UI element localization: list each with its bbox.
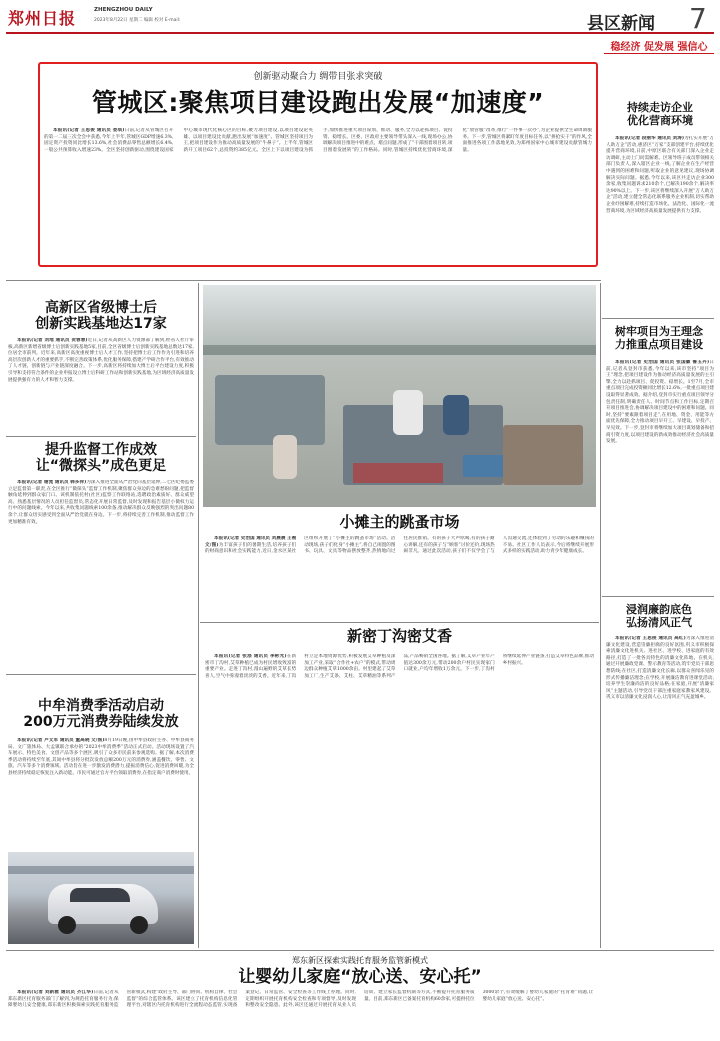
right-top-headline: 持续走访企业 优化营商环境 <box>627 101 693 127</box>
left-mid-body: 本报讯(记者 刘地 通讯员 贺蓉蓉)近日,记者从高新区人力资源部了解到,经省人社厅审核,高新区新增省级博士后创新实践基地5家,目前,全区省级博士后创新实践基地总数达17家,位居全市前列。近年来,高新区高度重视博士后人才工作,坚持把博士后工作作为引进和培养高层次创新人才的重要抓手,不断完善政策体系,优化服务保障,搭建产学研合作平台,有效推动了人才链、创新链与产业链深度融合。下一步,高新区将持续加大博士后平台建设力度,积极引导和支持符合条件的企业申报设立博士后科研工作站和创新实践基地,为区域经济高质量发展提供强有力的人才和智力支撑。 <box>8 338 194 383</box>
right-bottom-headline: 浸润廉韵底色 弘扬清风正气 <box>626 603 692 629</box>
center-photo-body: 本报讯(记者 史治国 通讯员 刘晨晨 王袖 文/图)为丰富孩子们的暑期生活,培养孩子们的财商意识和社会实践能力,近日,金水区某社区组织开展了“小摊主的跳蚤市场”活动。活动现场,孩子们化身“小摊主”,将自己闲置的图书、玩具、文具等物品摆放整齐,热情地向过往居民推销。有的孩子大声吆喝,有的孩子耐心讲解,还有的孩子与“顾客”讨价还价,现场热闹非凡。通过此次活动,孩子们不仅学会了与人沟通交流,还体验到了劳动的乐趣和赚钱的不易。社区工作人员表示,今后将继续开展形式多样的实践活动,助力青少年健康成长。 <box>205 536 594 555</box>
right-mid-headline: 树牢项目为王理念 力推重点项目建设 <box>615 325 703 351</box>
page-number: 7 <box>689 2 707 35</box>
left-bottom-headline: 中牟消费季活动启动 200万元消费券陆续发放 <box>23 698 179 731</box>
lead-headline: 管城区:聚焦项目建设跑出发展“加速度” <box>91 88 545 117</box>
lead-kicker: 创新驱动聚合力 绸带目张求突破 <box>253 72 383 82</box>
car-expo-photo <box>8 852 194 944</box>
lead-body <box>44 128 592 262</box>
left-mid2-headline: 提升监督工作成效 让“微探头”成色更足 <box>35 442 167 475</box>
center-photo-headline: 小摊主的跳蚤市场 <box>339 513 460 531</box>
date-line: 2023年8月22日 星期二 编辑 校对 E-mail: <box>94 18 181 23</box>
right-mid-body: 本报讯(记者 史治国 通讯员 张国徽 鲁玉卉)日前,记者从登封市获悉,今年以来,该市坚持“项目为王”理念,把项目建设作为推动经济高质量发展的主引擎,全力以赴抓项目、促投资、稳增长。1至7月,全市重点项目完成投资额同比增长12.6%,一批重点项目建设取得显著成效。据介绍,登封市实行重点项目领导分包责任制,明确责任人、时间节点和工作目标,定期召开项目推进会,协调解决项目建设中的困难和问题。同时,坚持“要素跟着项目走”,在用地、资金、用能等方面优先保障,全力推动项目早开工、早建设、早投产、早见效。下一步,登封市将继续加大项目谋划储备和招商引资力度,以项目建设的新成效推动经济社会高质量发展。 <box>606 360 714 445</box>
center-bottom-headline: 新密丁沟密艾香 <box>346 627 452 645</box>
bottom-kicker: 郑东新区探索实践托育服务监管新模式 <box>292 956 428 965</box>
right-banner: 稳经济 促发展 强信心 <box>610 42 708 53</box>
newspaper-english-name: ZHENGZHOU DAILY <box>94 7 153 13</box>
left-bottom-body: 本报讯(记者 卢文军 通讯员 董高晓 文/图)8月19日晚,由中牟县政府主办、中牟县商务局、文广旅体局、大孟镇联合承办的“2023中牟消费季”活动正式启动。活动现场设置了汽车展示、特色美食、文创产品等多个展区,吸引了众多市民前来参观选购。据了解,本次消费季活动将持续至年底,其间中牟县将分批次发放总额200万元的消费券,涵盖餐饮、零售、文旅、汽车等多个消费领域。活动旨在进一步激发消费潜力,提振消费信心,促进消费回暖,为全县经济持续稳定恢复注入新动能。市民可通过官方平台领取消费券,在指定商户消费时使用。 <box>8 738 194 776</box>
flea-market-photo <box>203 285 596 507</box>
left-mid2-body: 本报讯(记者 谢流 通讯员 韩多萍)为深入推进全面从严治党向基层延伸,二七区纪委监委立足监督第一职责,在全区推行“微探头”监督工作机制,聚焦群众身边的急难愁盼问题,把监督触角延伸到群众家门口。该机制依托村(社区)监察工作联络站,选聘政治素质好、群众威望高、熟悉基层情况的人员担任监督员,常态化开展日常监督,及时发现和报告基层小微权力运行中的问题线索。今年以来,共收集问题线索100余条,推动解决群众反映强烈的突出问题80余个,让群众切实感受到全面从严治党就在身边。下一步,将持续完善工作机制,推动监督工作更加精准有效。 <box>8 480 194 525</box>
left-mid-headline: 高新区省级博士后 创新实践基地达17家 <box>35 300 167 333</box>
lead-text: 日前,记者从管城区召开的第一二届三次全会中获悉,今年上半年,管城区GDP增速6.3%,固定资产投资同比增长13.6%,社会消费品零售总额增长6.4%,一般公共预算收入增速23%。全区坚持创新驱动,围绕建设国家中心城市现代化核心区的目标,聚力项目建设,以项目建设论英雄、以项目建设比贡献,跑出发展“加速度”。管城区坚持项目为王,把项目建设作为推动高质量发展的“牛鼻子”。上半年,管城区新开工项目62个,总投资约385亿元。全区上下以项目建设为抓手,加快推进重大项目谋划、推动、服务,全力以赴抓项目、促投资、稳增长。区委、区政府主要领导带头深入一线,现场办公,协调解决项目推进中的难点、堵点问题,形成了“干部围着项目转,项目围着发展转”的工作格局。同时,管城区持续优化营商环境,深化“放管服”改革,推行“一件事一次办”,为企业提供全生命周期服务。下一步,管城区将紧盯年度目标任务,以“拼抢实干”的作风,全面推进各项工作落地见效,为郑州国家中心城市建设贡献管城力量。 <box>44 128 592 153</box>
lead-byline: 本报讯(记者 王思俊 通讯员 娄琪) <box>53 128 125 133</box>
section-title: 县区新闻 <box>587 14 655 34</box>
right-top-body: 本报讯(记者 段丽华 通讯员 刘涛)为扎实开展“万人助万企”活动,惠济区“万家”支部创建平台,持续优化提升营商环境,日前,中原区联合有关部门深入企业走访调研,主动上门问需解难。区领导班子成员带领相关部门负责人,深入辖区企业一线,了解企业在生产经营中遇到的困难和问题,听取企业的意见建议,现场协调解决实际问题。据悉,今年以来,该区共走访企业300余家,收集问题诉求210余个,已解决190余个,解决率达90%以上。下一步,该区将继续深入开展“万人助万企”活动,建立健全常态化联系服务企业机制,切实帮助企业纾困解难,持续打造市场化、法治化、国际化一流营商环境,为区域经济高质量发展提供有力支撑。 <box>606 136 714 214</box>
masthead <box>6 4 714 34</box>
center-bottom-body: 本报讯(记者 张涤 通讯员 李彬光)在新密市丁沟村,艾草种植已成为村民增收致富的重要产业。走进丁沟村,漫山遍野的艾草长势喜人,空气中弥漫着淡淡的艾香。近年来,丁沟村立足本地资源优势,积极发展艾草种植及深加工产业,采取“合作社+农户”的模式,带动周边群众种植艾草1000余亩。村里建起了艾草加工厂,生产艾条、艾柱、艾草精油等系列产品,产品畅销全国各地。据了解,艾草产业年产值达300余万元,带动200余户村民实现家门口就业,户均年增收1万余元。下一步,丁沟村将继续延伸产业链条,打造艾草特色品牌,推动乡村振兴。 <box>205 654 594 679</box>
bottom-headline: 让婴幼儿家庭“放心送、安心托” <box>238 967 482 987</box>
right-bottom-body: 本报讯(记者 王思俊 通讯员 高红)为深入推进清廉文化建设,营造崇廉拒腐的良好氛围,巩义市积极探索清廉文化进机关、进社区、进学校、进家庭的有效路径,打造了一批各具特色的清廉文化阵地。在机关,通过开展廉政党课、警示教育等活动,筑牢党员干部思想防线;在社区,打造清廉文化长廊,以群众喜闻乐见的形式传播廉洁理念;在学校,开展廉洁教育进课堂活动,培养学生崇廉尚洁的良好品格;在家庭,开展“清廉家风”主题活动,引导党员干部注重家庭家教家风建设。巩义市以清廉文化浸润人心,让清风正气充盈城乡。 <box>606 636 714 701</box>
right-top-byline: 本报讯(记者 段丽华 通讯员 刘涛) <box>615 136 685 141</box>
newspaper-logo: 郑州日报 <box>8 9 77 28</box>
bottom-body: 本报讯(记者 刘新雅 通讯员 齐江华)日前,记者从郑东新区托育服务部门了解到,为规范托育服务行为,保障婴幼儿安全健康,郑东新区积极探索实践托育服务监管新模式,构建“政府主导、部门协同、机构自律、社会监督”的综合监管体系。该区建立了托育机构信息化管理平台,对辖区内托育机构进行全流程动态监管,实现备案登记、日常监管、安全检查等工作线上办理。同时,定期组织开展托育机构安全检查和专项督导,及时发现和整改安全隐患。此外,该区还通过开展托育从业人员培训、建立家长监督机制等方式,不断提升托育服务质量。目前,郑东新区已备案托育机构60余家,可提供托位3000余个,有效缓解了婴幼儿家庭的“托育难”问题,让婴幼儿家庭“放心送、安心托”。 <box>8 990 594 1009</box>
